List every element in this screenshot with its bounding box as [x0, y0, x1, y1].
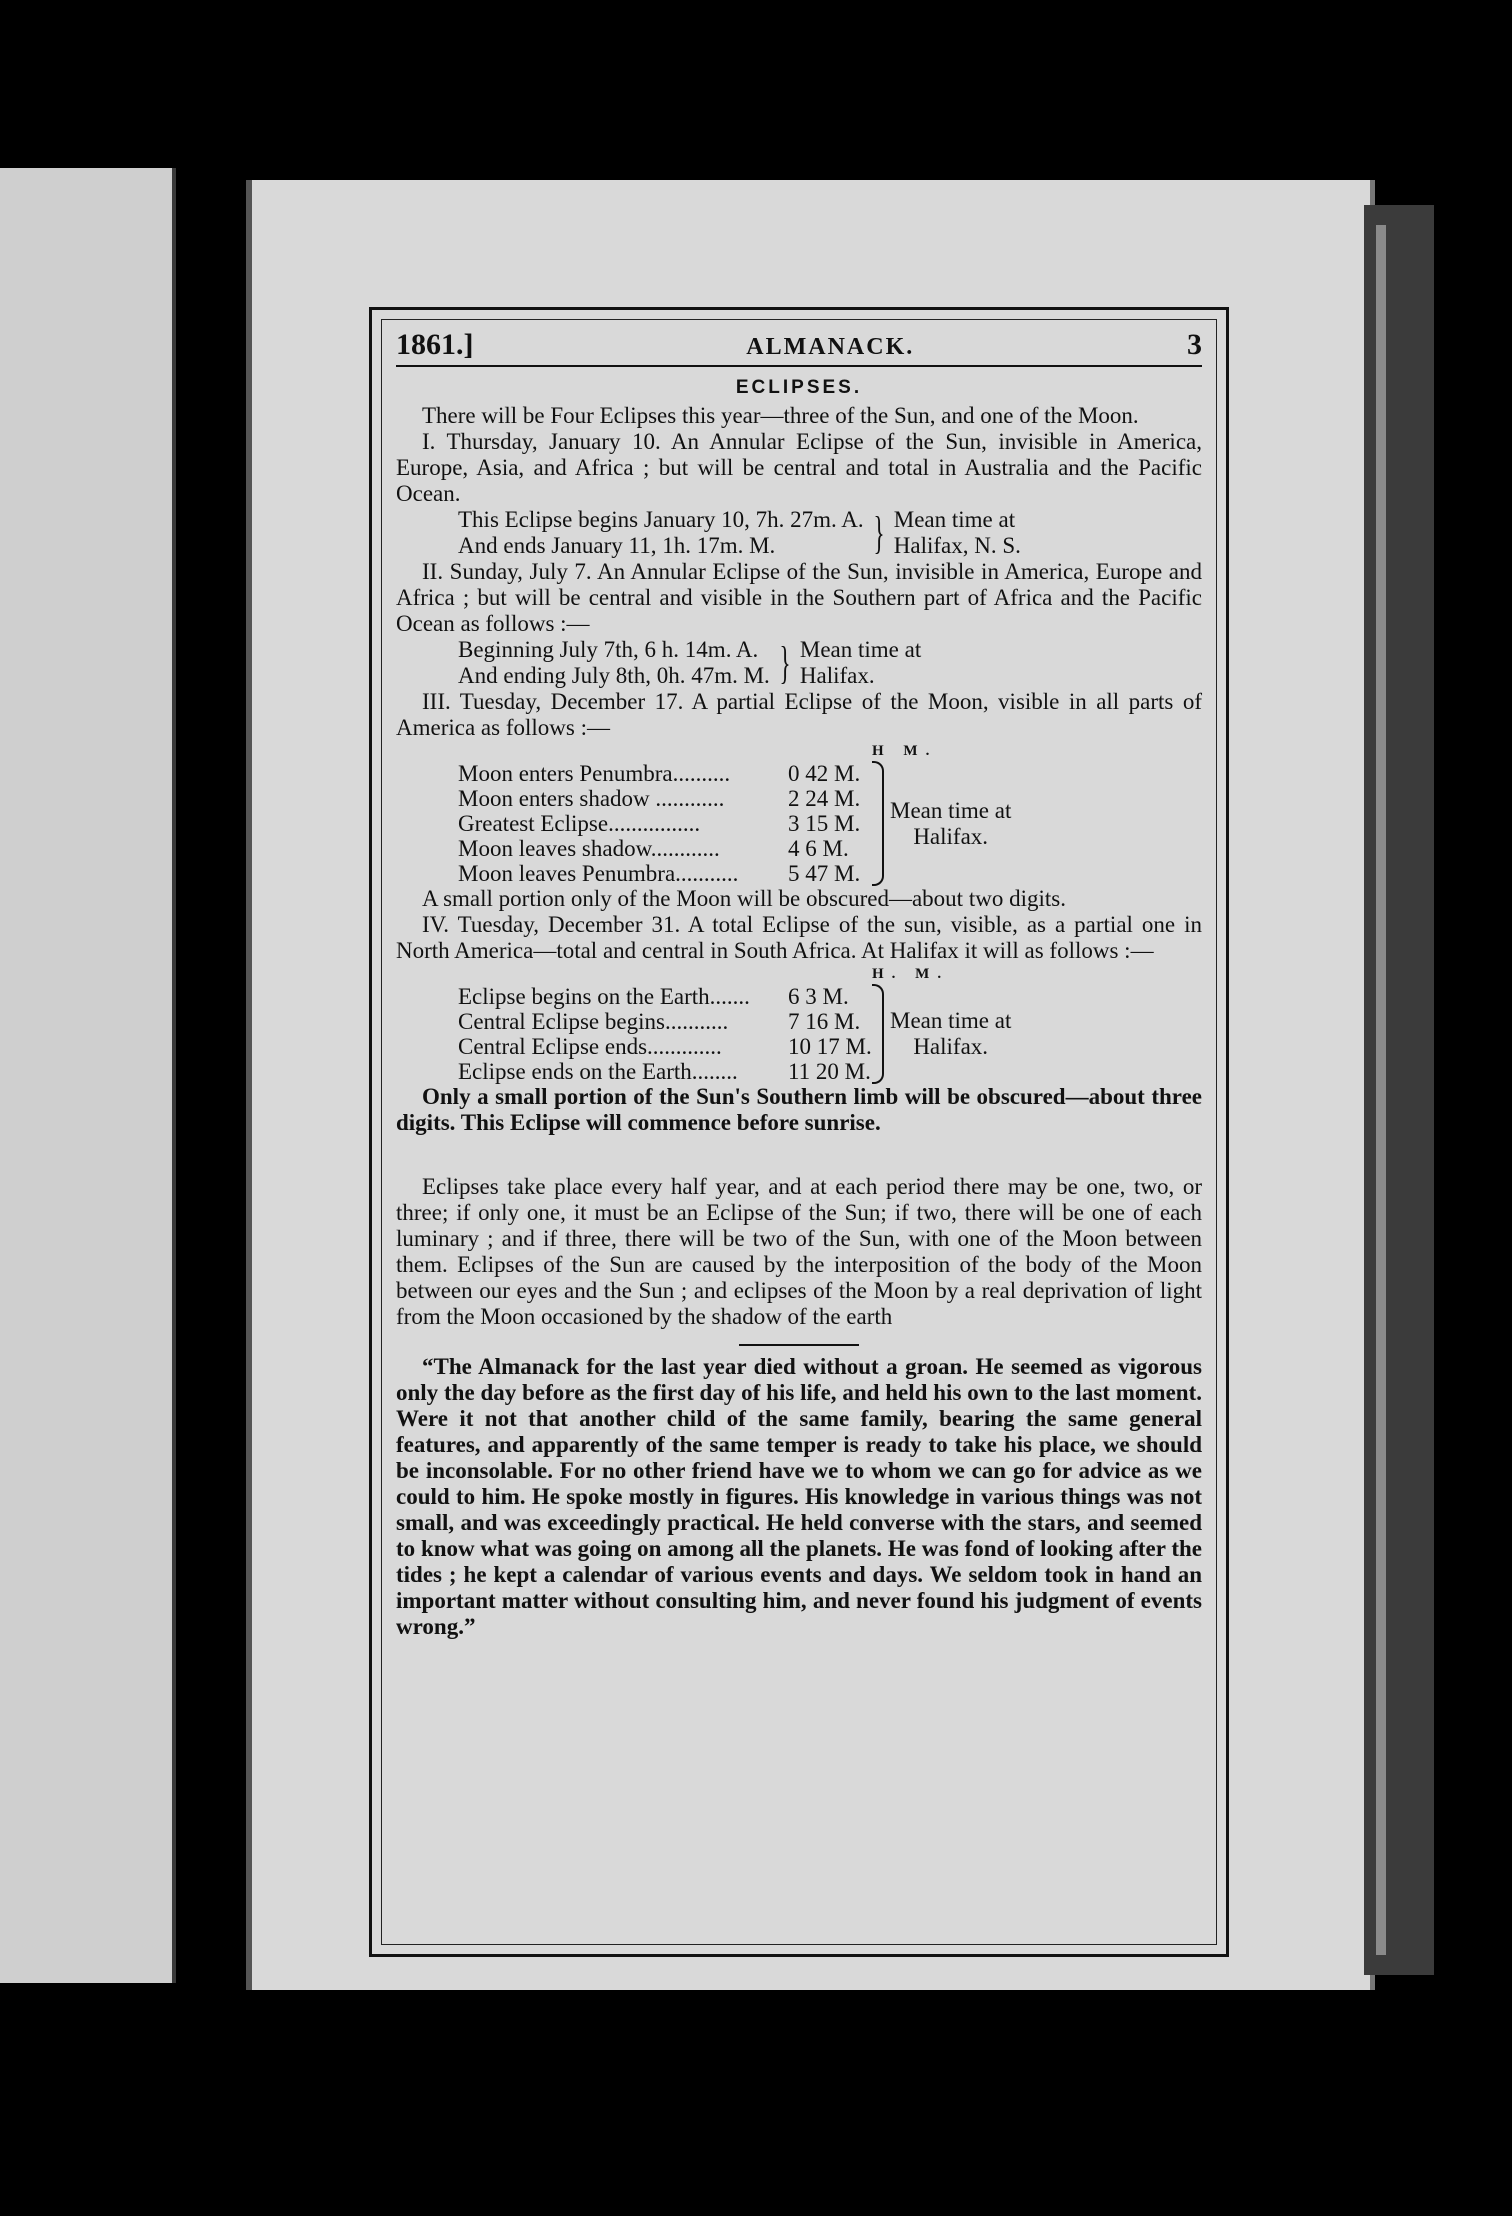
eclipse-one-note2: Halifax, N. S. [893, 533, 1021, 558]
row-label: Central Eclipse begins........... [458, 1009, 729, 1034]
book-spine [1364, 205, 1434, 1975]
brace: } [779, 637, 791, 688]
eclipse-one-ends: And ends January 11, 1h. 17m. M. [458, 533, 776, 558]
row-label: Moon leaves Penumbra........... [458, 861, 739, 886]
eclipse-four-text: IV. Tuesday, December 31. A total Eclipse of the sun, visible, as a partial one in North America—total and central in South Africa. At Halifax it will as follows :— [396, 912, 1202, 963]
bracket [872, 761, 884, 886]
row-time: 0 42 M. [788, 761, 861, 786]
table-row [458, 1009, 868, 1034]
eclipse-four-table [396, 984, 1202, 1084]
section-title: ECLIPSES. [735, 377, 863, 398]
row-time: 5 47 M. [788, 861, 861, 886]
table-row [458, 861, 868, 886]
row-label: Central Eclipse ends............. [458, 1034, 722, 1059]
table-row [458, 1059, 871, 1084]
eclipse-two-text: II. Sunday, July 7. An Annular Eclipse of the Sun, invisible in America, Europe and Africa ; but will be central and visible in the Southern part of Africa and the Pacific Ocean as follows :— [396, 559, 1202, 636]
table-row [458, 786, 868, 811]
eclipse-one-times [396, 507, 1202, 559]
table-row [458, 984, 868, 1009]
table-row [458, 1034, 872, 1059]
row-label: Eclipse begins on the Earth....... [458, 984, 750, 1009]
section-gap [396, 1136, 1202, 1174]
row-time: 7 16 M. [788, 1009, 861, 1034]
almanack-quote: “The Almanack for the last year died without a groan. He seemed as vigorous only the day before as the first day of his life, and held his own to the last moment. Were it not that another child of the same family, bearing the same general features, and apparently of the same temper is ready to take his place, we should be inconsolable. For no other friend have we to whom we can go for advice as we could to him. He spoke mostly in figures. His knowledge in various things was not small, and was exceedingly practical. He held converse with the stars, and seemed to know what was going on among all the planets. He was fond of looking after the tides ; he kept a calendar of various events and days. We seldom took in hand an important matter without consulting him, and never found his judgment of events wrong.” [396, 1354, 1202, 1639]
eclipse-two-begins: Beginning July 7th, 6 h. 14m. A. [458, 637, 759, 662]
page-frame [369, 307, 1229, 1957]
row-label: Eclipse ends on the Earth........ [458, 1059, 738, 1084]
row-label: Greatest Eclipse................ [458, 811, 701, 836]
eclipse-three-note1: Mean time at [890, 797, 1012, 823]
eclipse-two-ends: And ending July 8th, 0h. 47m. M. [458, 663, 770, 688]
eclipse-one-begins: This Eclipse begins January 10, 7h. 27m. A. [458, 507, 864, 532]
eclipse-two-note1: Mean time at [799, 637, 922, 662]
row-label: Moon enters shadow ............ [458, 786, 725, 811]
left-page-edge [0, 168, 176, 1983]
row-time: 2 24 M. [788, 786, 861, 811]
bracket [872, 984, 884, 1084]
eclipse-four-note1: Mean time at [890, 1008, 1012, 1033]
eclipses-explanation: Eclipses take place every half year, and at each period there may be one, two, or three; if only one, it must be an Eclipse of the Sun; if two, there will be one of each luminary ; and if three, there will be two of the Sun, with one of the Moon between them. Eclipses of the Sun are caused by the interposition of the body of the Moon between our eyes and the Sun ; and eclipses of the Moon by a real deprivation of light from the Moon occasioned by the shadow of the earth [396, 1174, 1202, 1329]
eclipse-three-note2: Halifax. [913, 823, 989, 849]
eclipse-three-after: A small portion only of the Moon will be obscured—about two digits. [422, 886, 1066, 911]
row-label: Moon enters Penumbra.......... [458, 761, 731, 786]
section-divider [739, 1344, 859, 1346]
eclipses-intro: There will be Four Eclipses this year—three of the Sun, and one of the Moon. [422, 403, 1139, 428]
eclipse-two-times [396, 637, 1202, 689]
eclipse-four-after: Only a small portion of the Sun's Southern limb will be obscured—about three digits. This Eclipse will commence before sunrise. [396, 1084, 1202, 1135]
row-time: 11 20 M. [788, 1059, 871, 1084]
table-row [458, 761, 868, 786]
header-title: ALMANACK. [746, 334, 915, 360]
eclipse-four-note2: Halifax. [913, 1034, 989, 1059]
page-content [381, 319, 1217, 1945]
row-time: 10 17 M. [788, 1034, 872, 1059]
header-year: 1861.] [396, 328, 474, 361]
row-time: 6 3 M. [788, 984, 849, 1009]
brace: } [873, 507, 885, 558]
eclipse-two-note2: Halifax. [799, 663, 875, 688]
page-number: 3 [1187, 328, 1202, 361]
eclipse-one-note1: Mean time at [893, 507, 1016, 532]
eclipse-one-text: I. Thursday, January 10. An Annular Eclipse of the Sun, invisible in America, Europe, Asia, and Africa ; but will be central and total in Australia and the Pacific Ocean. [396, 429, 1202, 506]
row-time: 4 6 M. [788, 836, 849, 861]
eclipse-three-hm-head: H M. [872, 743, 938, 759]
table-row [458, 811, 868, 836]
eclipse-three-text: III. Tuesday, December 17. A partial Eclipse of the Moon, visible in all parts of America as follows :— [396, 689, 1202, 740]
running-header [396, 328, 1202, 367]
row-label: Moon leaves shadow............ [458, 836, 720, 861]
eclipse-four-hm-head: H. M. [872, 966, 950, 982]
row-time: 3 15 M. [788, 811, 861, 836]
table-row [458, 836, 868, 861]
eclipse-three-table [396, 761, 1202, 886]
